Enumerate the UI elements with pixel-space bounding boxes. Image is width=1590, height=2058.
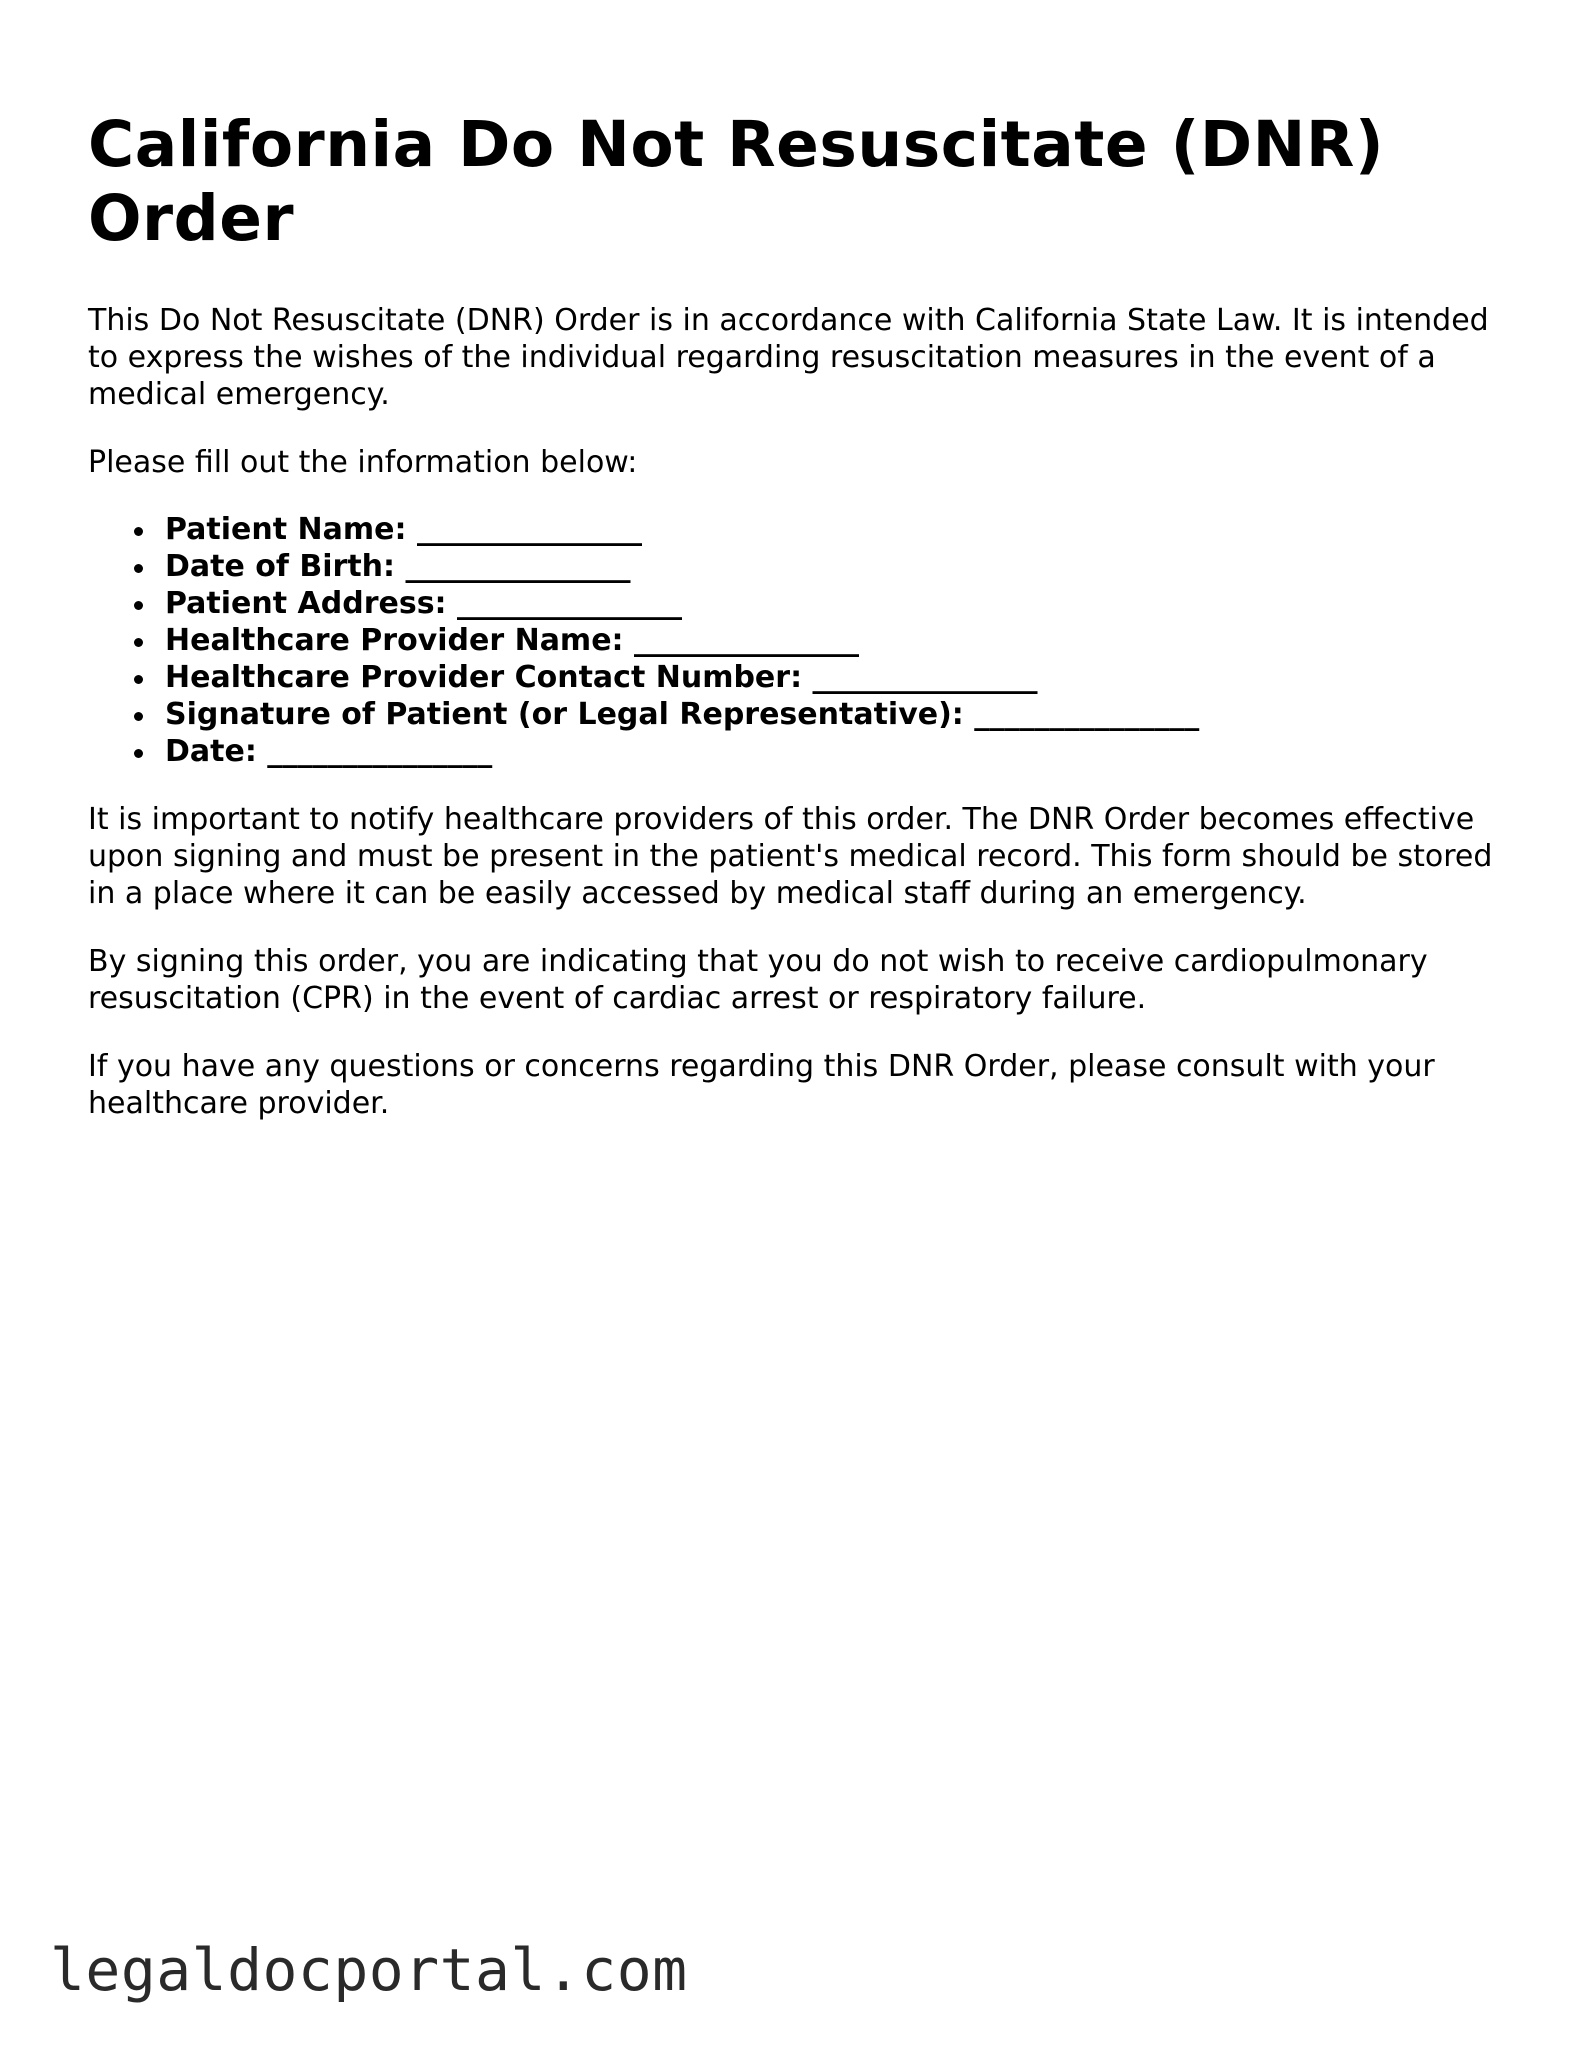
form-fields-list (88, 511, 1508, 770)
site-watermark: legaldocportal.com (50, 1936, 688, 2004)
field-provider-contact: Healthcare Provider Contact Number: _______________ (165, 659, 1508, 696)
fill-out-prompt: Please fill out the information below: (88, 445, 638, 480)
document-title: California Do Not Resuscitate (DNR) Order (88, 108, 1385, 255)
field-provider-name: Healthcare Provider Name: _______________ (165, 622, 1508, 659)
field-date-of-birth: Date of Birth: _______________ (165, 548, 1508, 585)
signing-paragraph: By signing this order, you are indicating that you do not wish to receive cardiopulmonary resuscitation (CPR) in the event of cardiac arrest or respiratory failure. (88, 944, 1428, 1016)
field-patient-name: Patient Name: _______________ (165, 511, 1508, 548)
field-patient-address: Patient Address: _______________ (165, 585, 1508, 622)
field-date: Date: _______________ (165, 733, 1508, 770)
document-page (88, 108, 1508, 1122)
questions-paragraph: If you have any questions or concerns regarding this DNR Order, please consult with your healthcare provider. (88, 1049, 1435, 1121)
intro-paragraph: This Do Not Resuscitate (DNR) Order is in accordance with California State Law. It is intended to express the wishes of the individual regarding resuscitation measures in the event of a medical emergency. (88, 303, 1489, 412)
field-signature: Signature of Patient (or Legal Representative): _______________ (165, 696, 1508, 733)
notify-paragraph: It is important to notify healthcare providers of this order. The DNR Order becomes effective upon signing and must be present in the patient's medical record. This form should be stored in a place where it can be easily accessed by medical staff during an emergency. (88, 802, 1493, 911)
